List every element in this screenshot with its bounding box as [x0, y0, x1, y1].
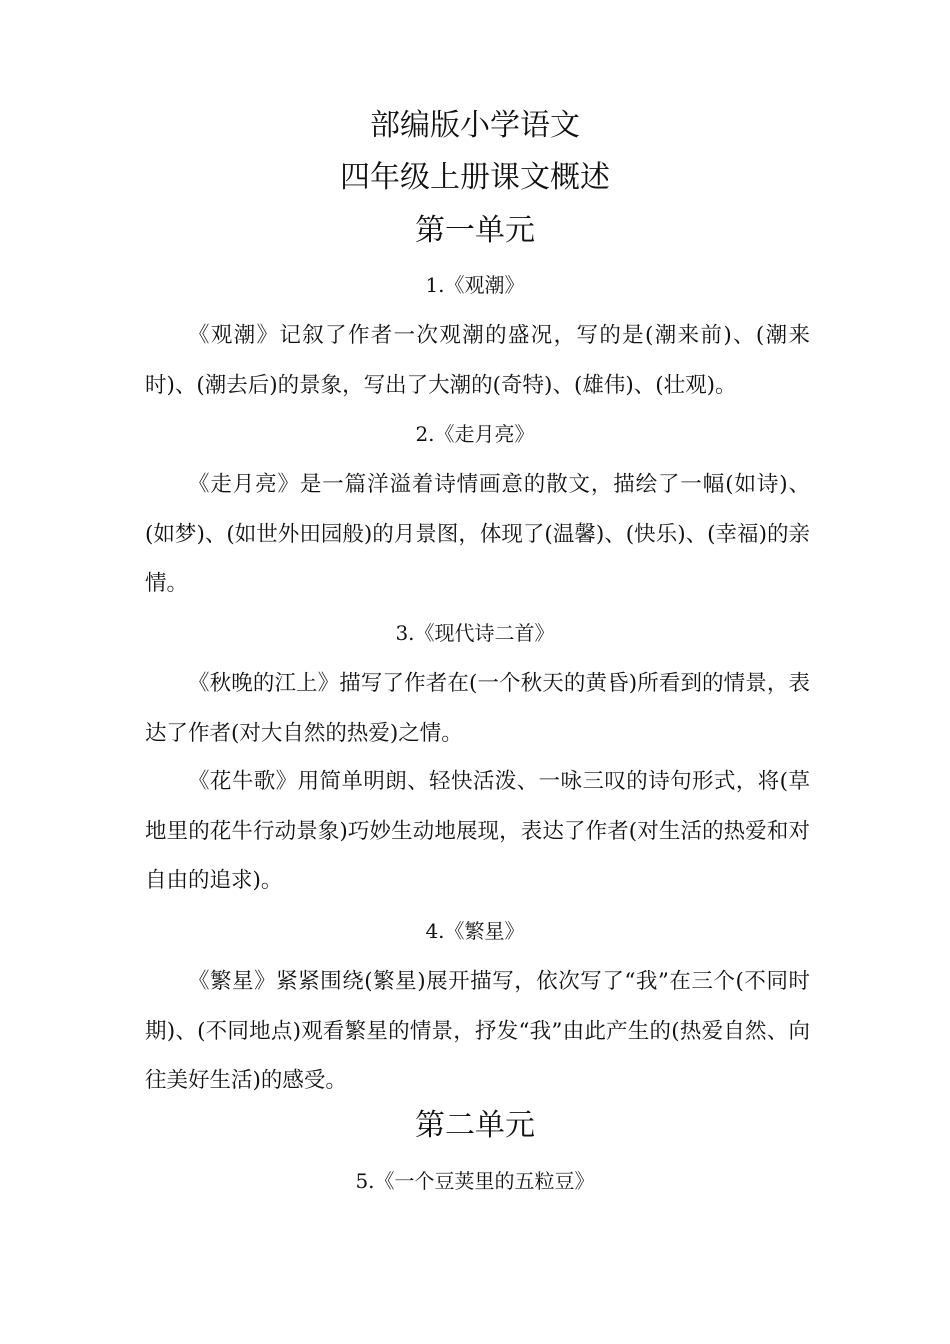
- lesson-paragraph-1: 《观潮》记叙了作者一次观潮的盛况，写的是(潮来前)、(潮来时)、(潮去后)的景象，写出了大潮的(奇特)、(雄伟)、(壮观)。: [145, 323, 810, 398]
- unit-heading-1: 第一单元: [415, 213, 535, 248]
- lesson-heading-4: 4.《繁星》: [425, 919, 525, 943]
- lesson-paragraph-3a: 《秋晚的江上》描写了作者在(一个秋天的黄昏)所看到的情景，表达了作者(对大自然的热爱)之情。: [145, 671, 810, 746]
- lesson-heading-1: 1.《观潮》: [425, 273, 525, 297]
- unit-heading-2: 第二单元: [415, 1108, 535, 1143]
- lesson-heading-2: 2.《走月亮》: [415, 422, 535, 446]
- lesson-paragraph-2: 《走月亮》是一篇洋溢着诗情画意的散文，描绘了一幅(如诗)、(如梦)、(如世外田园般)的月景图，体现了(温馨)、(快乐)、(幸福)的亲情。: [145, 472, 810, 596]
- lesson-paragraph-4: 《繁星》紧紧围绕(繁星)展开描写，依次写了“我”在三个(不同时期)、(不同地点)观看繁星的情景，抒发“我”由此产生的(热爱自然、向往美好生活)的感受。: [145, 969, 810, 1093]
- document-subtitle: 四年级上册课文概述: [340, 160, 610, 195]
- document-title: 部编版小学语文: [370, 108, 580, 143]
- lesson-heading-5: 5.《一个豆荚里的五粒豆》: [355, 1169, 595, 1193]
- lesson-heading-3: 3.《现代诗二首》: [395, 621, 555, 645]
- lesson-paragraph-3b: 《花牛歌》用简单明朗、轻快活泼、一咏三叹的诗句形式，将(草地里的花牛行动景象)巧妙生动地展现，表达了作者(对生活的热爱和对自由的追求)。: [145, 769, 810, 893]
